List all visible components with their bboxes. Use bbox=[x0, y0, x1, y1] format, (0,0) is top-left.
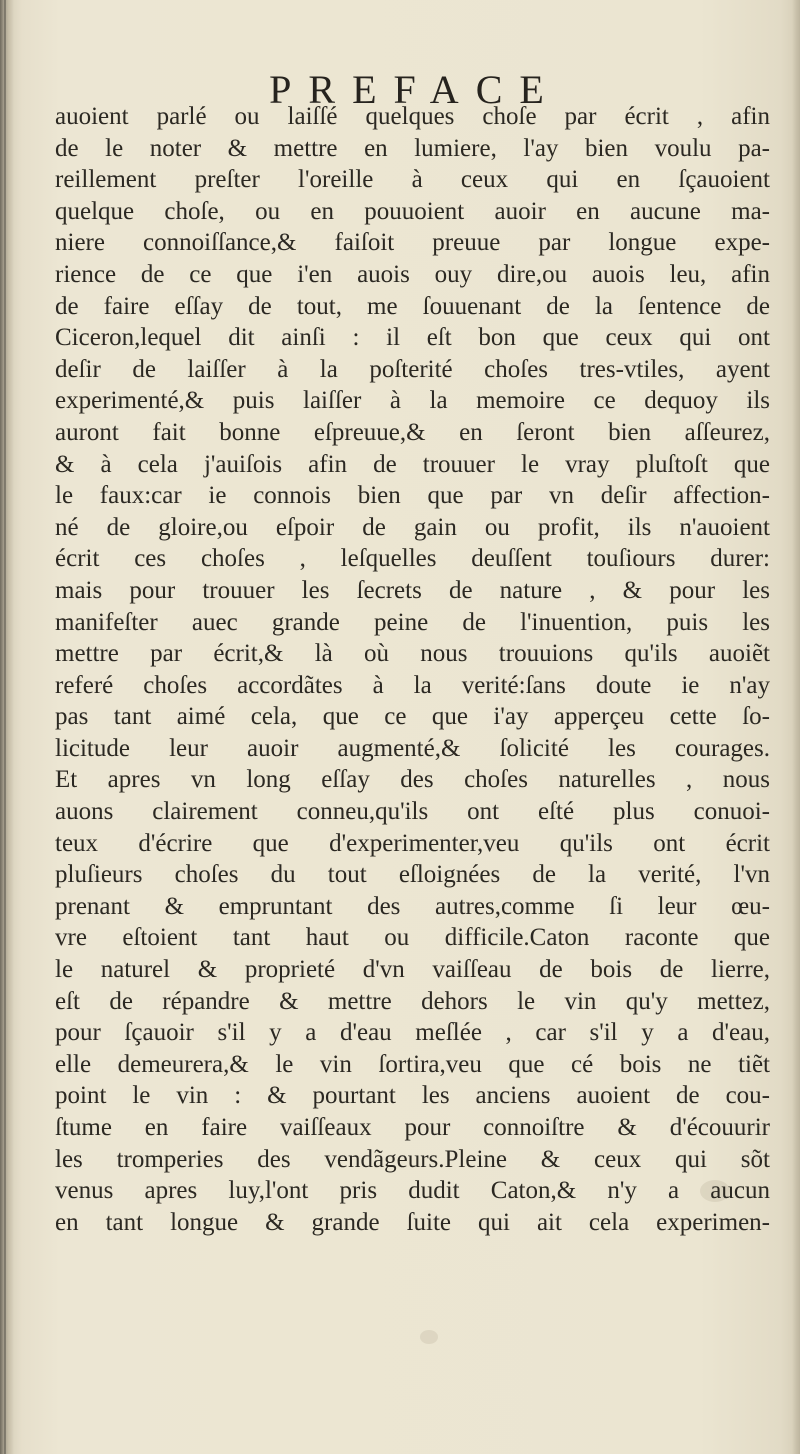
text-line: quelque choſe, ou en pouuoient auoir en aucune ma- bbox=[55, 197, 770, 225]
text-line: en tant longue & grande ſuite qui ait cela experimen- bbox=[55, 1208, 770, 1236]
text-line: reillement preſter l'oreille à ceux qui en ſçauoient bbox=[55, 166, 770, 194]
page-gutter bbox=[0, 0, 14, 1454]
paper-stain bbox=[420, 1330, 438, 1344]
text-line: prenant & empruntant des autres,comme ſi leur œu- bbox=[55, 892, 770, 920]
text-line: les tromperies des vendãgeurs.Pleine & ceux qui sõt bbox=[55, 1145, 770, 1173]
running-header: PREFACE bbox=[269, 67, 561, 112]
text-line: pas tant aimé cela, que ce que i'ay apperçeu cette ſo- bbox=[55, 703, 770, 731]
text-line: licitude leur auoir augmenté,& ſolicité les courages. bbox=[55, 734, 770, 762]
text-line: & à cela j'auiſois afin de trouuer le vray pluſtoſt que bbox=[55, 450, 770, 478]
text-line: pluſieurs choſes du tout eſloignées de la verité, l'vn bbox=[55, 861, 770, 889]
text-line: de faire eſſay de tout, me ſouuenant de la ſentence de bbox=[55, 292, 770, 320]
text-line: auons clairement conneu,qu'ils ont eſté plus conuoi- bbox=[55, 798, 770, 826]
text-line: experimenté,& puis laiſſer à la memoire ce dequoy ils bbox=[55, 387, 770, 415]
text-line: Et apres vn long eſſay des choſes naturelles , nous bbox=[55, 766, 770, 794]
text-line: mais pour trouuer les ſecrets de nature , & pour les bbox=[55, 576, 770, 604]
text-line: niere connoiſſance,& faiſoit preuue par longue expe- bbox=[55, 229, 770, 257]
text-line: le faux:car ie connois bien que par vn deſir affection- bbox=[55, 482, 770, 510]
text-line: vre eſtoient tant haut ou difficile.Caton raconte que bbox=[55, 924, 770, 952]
text-line: le naturel & proprieté d'vn vaiſſeau de bois de lierre, bbox=[55, 956, 770, 984]
text-line: teux d'écrire que d'experimenter,veu qu'ils ont écrit bbox=[55, 829, 770, 857]
text-line: auront fait bonne eſpreuue,& en ſeront bien aſſeurez, bbox=[55, 418, 770, 446]
text-line: mettre par écrit,& là où nous trouuions qu'ils auoiẽt bbox=[55, 640, 770, 668]
text-line: de le noter & mettre en lumiere, l'ay bien voulu pa- bbox=[55, 134, 770, 162]
page-edge bbox=[792, 0, 800, 1454]
text-line: manifeſter auec grande peine de l'inuention, puis les bbox=[55, 608, 770, 636]
text-line: point le vin : & pourtant les anciens auoient de cou- bbox=[55, 1082, 770, 1110]
text-line: referé choſes accordãtes à la verité:ſans doute ie n'ay bbox=[55, 671, 770, 699]
text-line: deſir de laiſſer à la poſterité choſes tres-vtiles, ayent bbox=[55, 355, 770, 383]
text-line: écrit ces choſes , leſquelles deuſſent touſiours durer: bbox=[55, 545, 770, 573]
text-line: rience de ce que i'en auois ouy dire,ou auois leu, afin bbox=[55, 260, 770, 288]
text-line: elle demeurera,& le vin ſortira,veu que cé bois ne tiẽt bbox=[55, 1050, 770, 1078]
text-line: eſt de répandre & mettre dehors le vin qu'y mettez, bbox=[55, 987, 770, 1015]
text-line: né de gloire,ou eſpoir de gain ou profit, ils n'auoient bbox=[55, 513, 770, 541]
text-line: Ciceron,lequel dit ainſi : il eſt bon que ceux qui ont bbox=[55, 324, 770, 352]
text-line: ſtume en faire vaiſſeaux pour connoiſtre & d'écouurir bbox=[55, 1114, 770, 1141]
text-line: pour ſçauoir s'il y a d'eau meſlée , car s'il y a d'eau, bbox=[55, 1019, 770, 1047]
body-text bbox=[55, 101, 770, 1238]
text-line: auoient parlé ou laiſſé quelques choſe par écrit , afin bbox=[55, 103, 770, 130]
text-line: venus apres luy,l'ont pris dudit Caton,& n'y a aucun bbox=[55, 1177, 770, 1205]
